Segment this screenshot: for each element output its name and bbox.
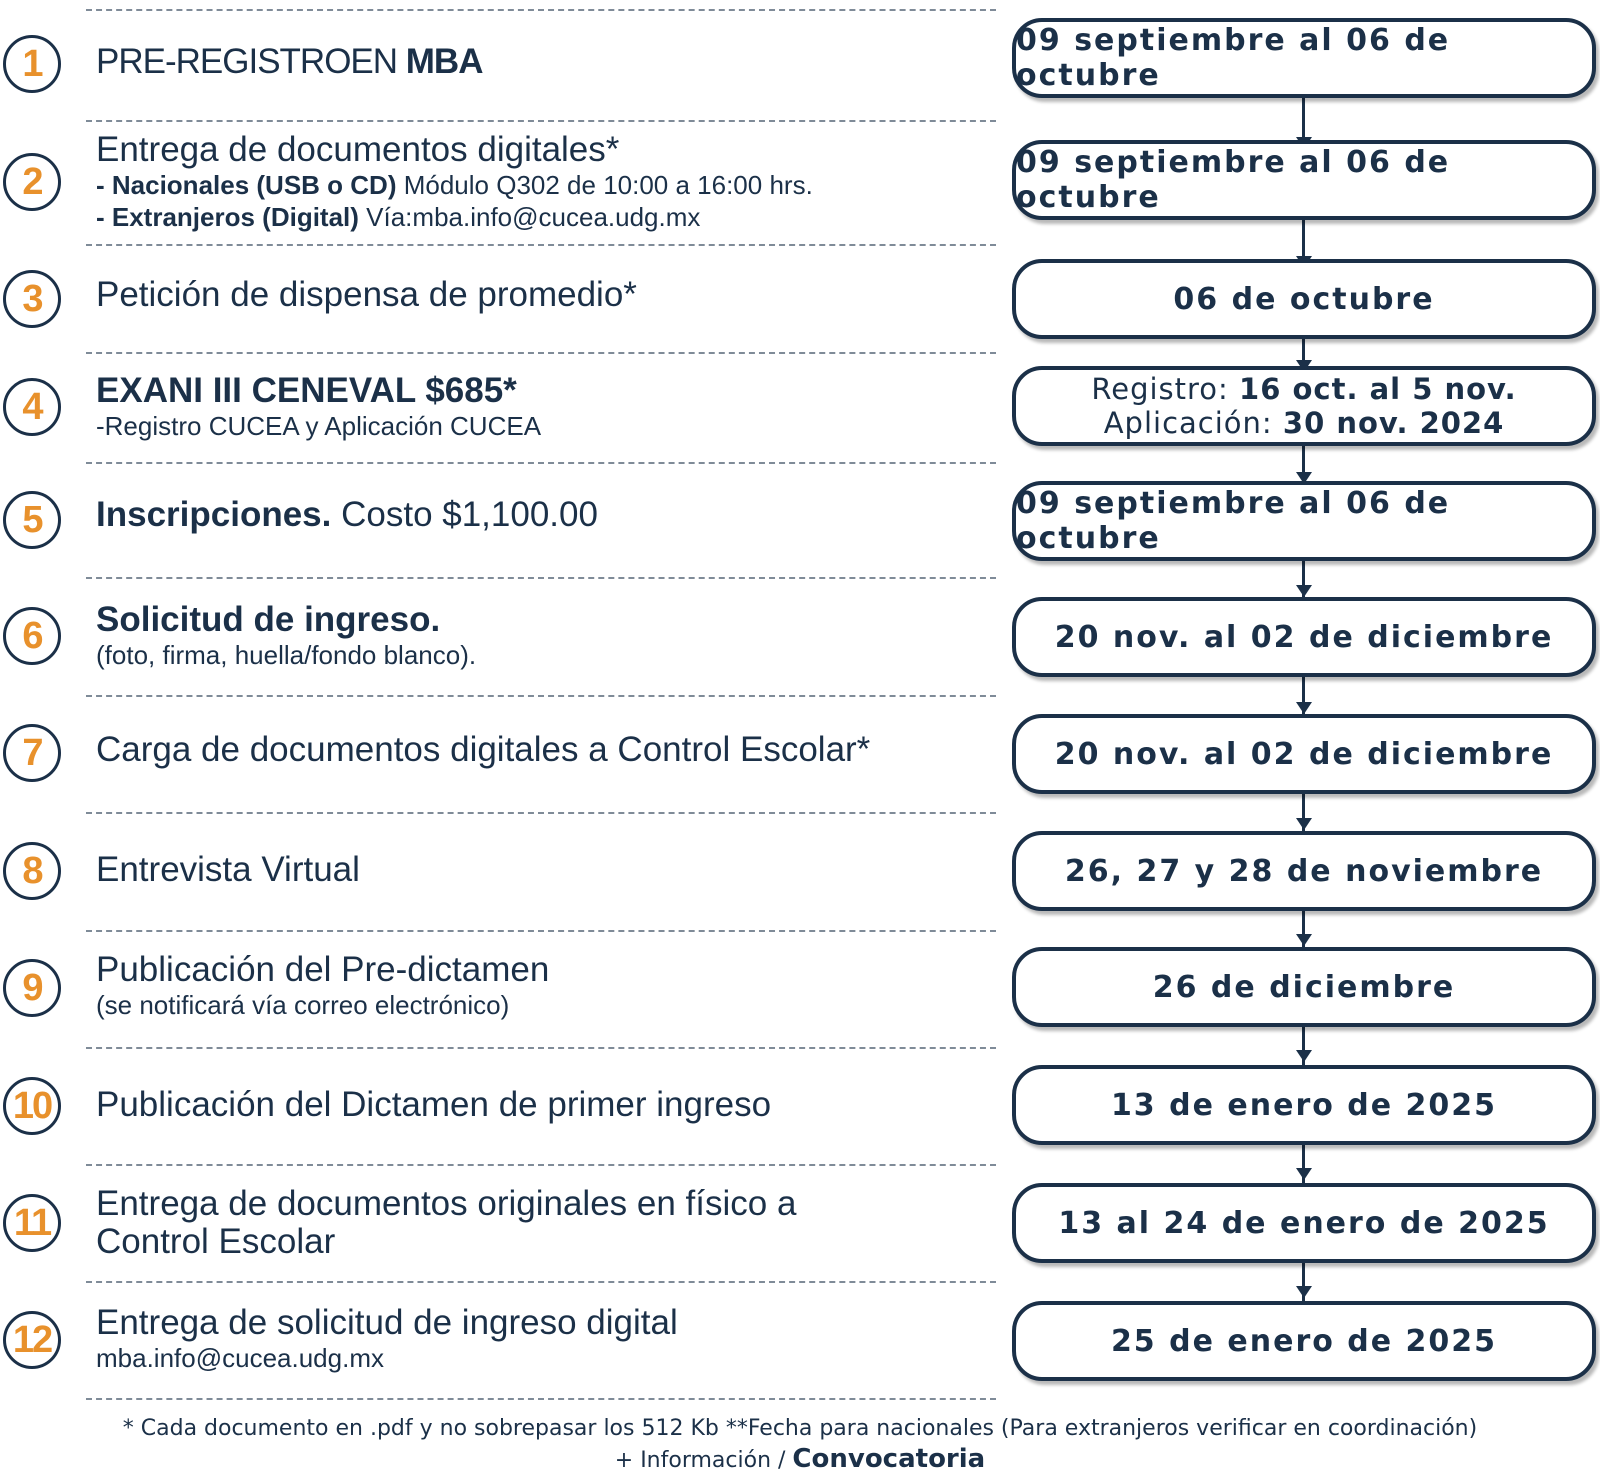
step-1-title-bold: MBA <box>405 42 483 81</box>
date-line-registro <box>1091 372 1516 406</box>
date-line-value: 16 oct. al 5 nov. <box>1239 372 1517 406</box>
separator <box>86 1281 996 1283</box>
step-8-date <box>1012 831 1596 911</box>
separator <box>86 812 996 814</box>
separator <box>86 577 996 579</box>
step-number-badge: 5 <box>3 491 61 549</box>
step-1-date <box>1012 18 1596 98</box>
step-5-title-bold: Inscripciones. <box>96 495 332 534</box>
step-9-date <box>1012 947 1596 1027</box>
step-number-badge: 9 <box>3 959 61 1017</box>
separator <box>86 1398 996 1400</box>
step-number-badge: 7 <box>3 724 61 782</box>
step-10-date <box>1012 1065 1596 1145</box>
step-number-badge: 8 <box>3 842 61 900</box>
date-label: 13 al 24 de enero de 2025 <box>1058 1205 1550 1241</box>
arrow-down-icon <box>1296 702 1312 714</box>
step-12-date <box>1012 1301 1596 1381</box>
step-5-date <box>1012 481 1596 561</box>
step-2-line-1-bold: - Nacionales (USB o CD) <box>96 170 397 200</box>
step-2-text <box>96 126 976 238</box>
step-12-email: mba.info@cucea.udg.mx <box>96 1343 384 1373</box>
date-line-label: Aplicación: <box>1103 406 1283 440</box>
step-number-badge: 10 <box>3 1077 61 1135</box>
step-1-title: PRE-REGISTROEN <box>96 42 406 81</box>
step-11-title-line-2: Control Escolar <box>96 1222 336 1261</box>
arrow-down-icon <box>1296 1168 1312 1180</box>
step-number-badge: 1 <box>3 35 61 93</box>
arrow-down-icon <box>1296 1286 1312 1298</box>
separator <box>86 352 996 354</box>
step-2-line-1-rest: Módulo Q302 de 10:00 a 16:00 hrs. <box>396 170 813 200</box>
step-7-title: Carga de documentos digitales a Control Escolar* <box>96 730 871 769</box>
date-label: 06 de octubre <box>1173 281 1435 317</box>
date-label: 09 septiembre al 06 de octubre <box>1016 145 1451 215</box>
step-6-title: Solicitud de ingreso. <box>96 600 441 639</box>
date-line-value: 30 nov. 2024 <box>1282 406 1505 440</box>
step-5-title: Costo $1,100.00 <box>331 495 598 534</box>
step-1-text <box>96 22 976 102</box>
date-line-label: Registro: <box>1091 372 1240 406</box>
step-7-text <box>96 710 976 790</box>
step-5-text <box>96 475 976 555</box>
date-label: 20 nov. al 02 de diciembre <box>1054 619 1554 655</box>
step-10-text <box>96 1065 976 1145</box>
step-2-line-2-bold: - Extranjeros (Digital) <box>96 202 359 232</box>
separator <box>86 695 996 697</box>
separator <box>86 9 996 11</box>
footer-info <box>0 1444 1600 1474</box>
step-number-badge: 12 <box>3 1311 61 1369</box>
step-4-title: EXANI III CENEVAL $685* <box>96 371 517 410</box>
step-2-line-2 <box>96 201 976 233</box>
date-label: 26 de diciembre <box>1152 969 1456 1005</box>
step-4-date <box>1012 366 1596 446</box>
arrow-down-icon <box>1296 818 1312 830</box>
step-2-line-2-rest: Vía:mba.info@cucea.udg.mx <box>358 202 701 232</box>
date-label: 25 de enero de 2025 <box>1110 1323 1498 1359</box>
step-number-badge: 6 <box>3 607 61 665</box>
step-number-badge: 4 <box>3 378 61 436</box>
arrow-down-icon <box>1296 934 1312 946</box>
separator <box>86 120 996 122</box>
step-number-badge: 11 <box>3 1194 61 1252</box>
step-9-title: Publicación del Pre-dictamen <box>96 950 550 989</box>
date-label: 20 nov. al 02 de diciembre <box>1054 736 1554 772</box>
step-7-date <box>1012 714 1596 794</box>
footer-info-prefix: + Información / <box>614 1448 793 1473</box>
step-10-title: Publicación del Dictamen de primer ingreso <box>96 1085 772 1124</box>
date-line-aplicacion <box>1104 406 1505 440</box>
step-4-text <box>96 364 976 450</box>
step-12-text <box>96 1297 976 1381</box>
step-2-date <box>1012 140 1596 220</box>
step-11-date <box>1012 1183 1596 1263</box>
arrow-down-icon <box>1296 1050 1312 1062</box>
date-label: 26, 27 y 28 de noviembre <box>1064 853 1544 889</box>
step-2-title: Entrega de documentos digitales* <box>96 130 620 169</box>
convocatoria-link[interactable]: Convocatoria <box>792 1444 986 1474</box>
step-11-title-line-1: Entrega de documentos originales en físico a <box>96 1184 797 1223</box>
step-11-text <box>96 1180 976 1266</box>
step-8-text <box>96 830 976 910</box>
step-number-badge: 2 <box>3 153 61 211</box>
step-9-subtitle: (se notificará vía correo electrónico) <box>96 990 510 1020</box>
step-4-subtitle: -Registro CUCEA y Aplicación CUCEA <box>96 411 542 441</box>
step-12-title: Entrega de solicitud de ingreso digital <box>96 1303 678 1342</box>
step-3-title: Petición de dispensa de promedio* <box>96 275 637 314</box>
date-label: 09 septiembre al 06 de octubre <box>1016 486 1451 556</box>
step-2-line-1 <box>96 169 976 201</box>
separator <box>86 1047 996 1049</box>
separator <box>86 930 996 932</box>
step-6-text <box>96 593 976 679</box>
step-3-date <box>1012 259 1596 339</box>
step-8-title: Entrevista Virtual <box>96 850 360 889</box>
footer-note: * Cada documento en .pdf y no sobrepasar los 512 Kb **Fecha para nacionales (Para extranjeros verificar en coordinación) <box>122 1416 1478 1441</box>
date-label: 09 septiembre al 06 de octubre <box>1016 23 1451 93</box>
separator <box>86 244 996 246</box>
separator <box>86 1164 996 1166</box>
step-number-badge: 3 <box>3 270 61 328</box>
separator <box>86 462 996 464</box>
step-9-text <box>96 944 976 1028</box>
step-3-text <box>96 255 976 335</box>
step-6-subtitle: (foto, firma, huella/fondo blanco). <box>96 640 477 670</box>
date-label: 13 de enero de 2025 <box>1110 1087 1498 1123</box>
step-6-date <box>1012 597 1596 677</box>
arrow-down-icon <box>1296 585 1312 597</box>
